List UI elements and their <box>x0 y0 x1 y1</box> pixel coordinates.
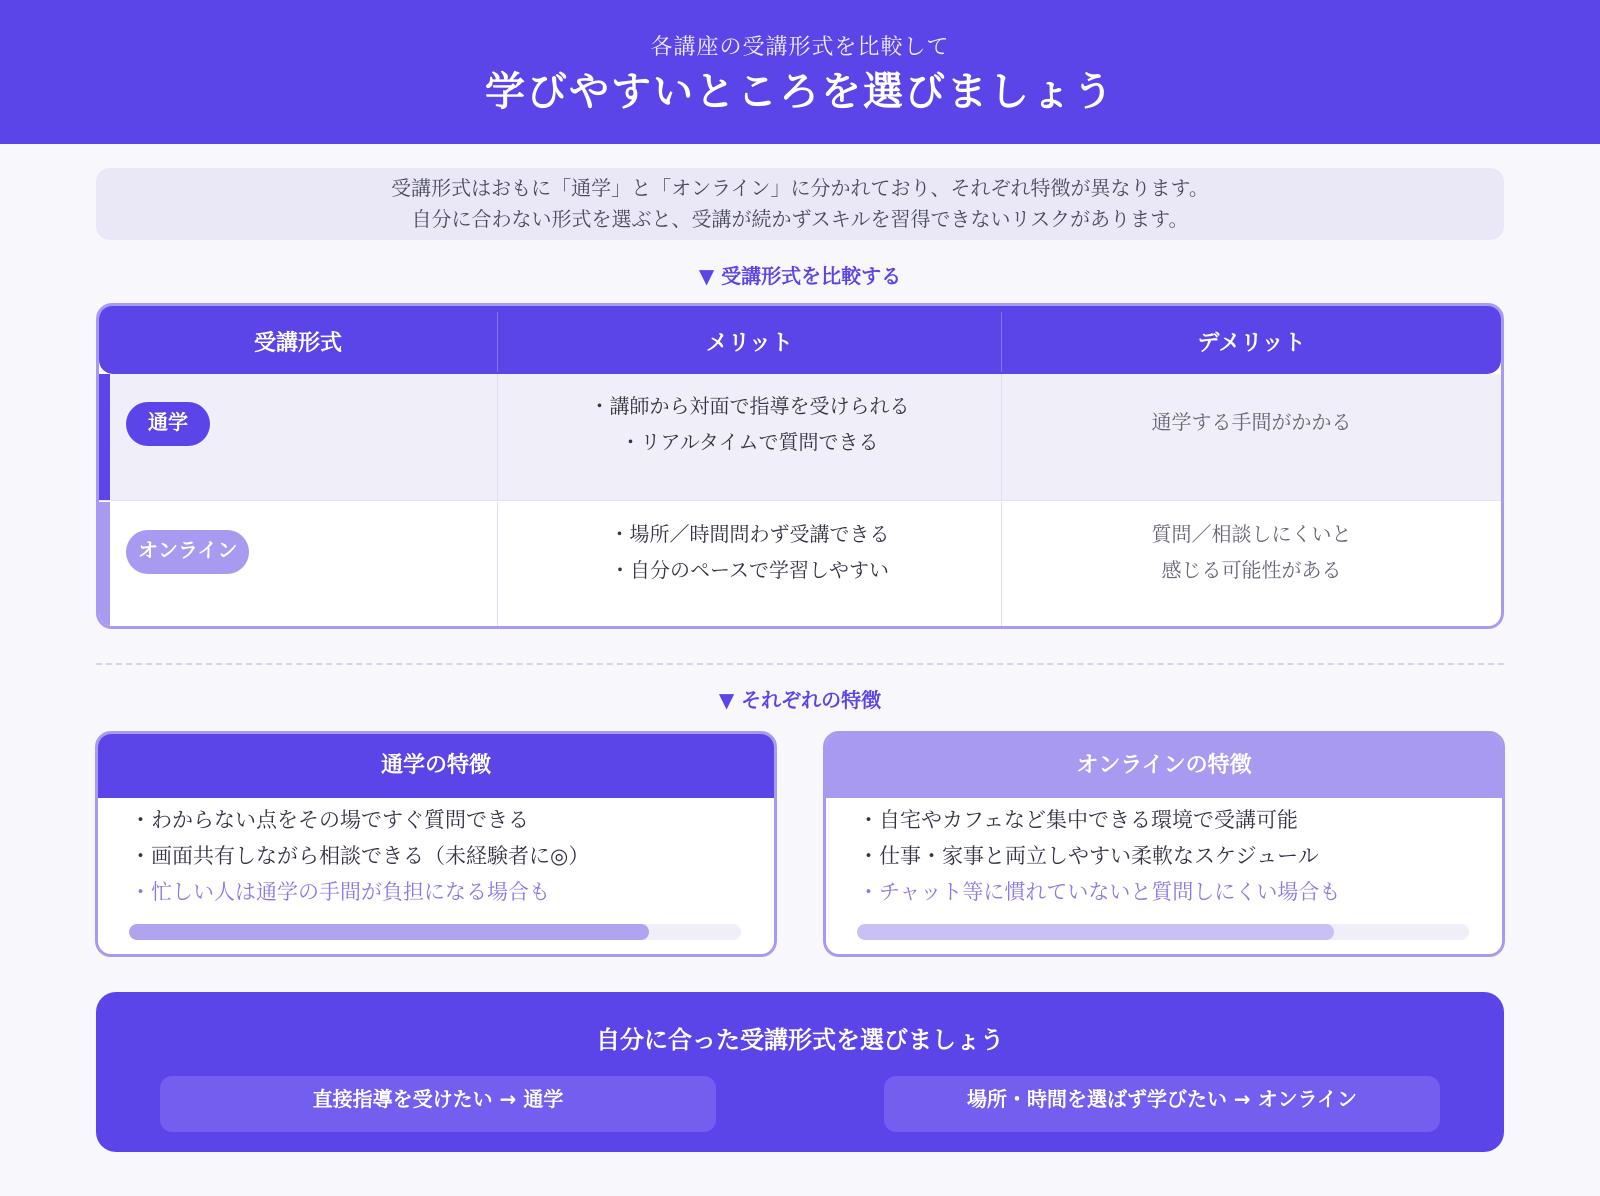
feature-item: ・仕事・家事と両立しやすい柔軟なスケジュール <box>858 844 1319 868</box>
feature-progress-bar <box>857 924 1469 940</box>
merits-cell <box>497 502 1001 629</box>
format-badge-online: オンライン <box>126 530 249 574</box>
compare-section-label: ▼ 受講形式を比較する <box>698 264 902 288</box>
cta-option-commute[interactable]: 直接指導を受けたい → 通学 <box>160 1076 716 1132</box>
merit-item: ・講師から対面で指導を受けられる <box>589 394 910 418</box>
header-merits: メリット <box>497 312 1001 372</box>
cta-panel <box>96 992 1504 1152</box>
merit-item: ・自分のペースで学習しやすい <box>610 558 889 582</box>
format-badge-commute: 通学 <box>126 402 210 446</box>
row-accent-bar <box>99 502 110 629</box>
feature-list <box>826 798 1502 910</box>
feature-item: ・自宅やカフェなど集中できる環境で受講可能 <box>858 808 1298 832</box>
table-row-commute <box>99 374 1501 501</box>
feature-card-title: オンラインの特徴 <box>826 734 1502 798</box>
intro-box <box>96 168 1504 240</box>
merits-cell <box>497 374 1001 500</box>
page-title: 学びやすいところを選びましょう <box>485 69 1115 115</box>
progress-fill <box>857 924 1334 940</box>
feature-card-title: 通学の特徴 <box>98 734 774 798</box>
feature-note: ・忙しい人は通学の手間が負担になる場合も <box>130 880 550 904</box>
table-header <box>99 306 1501 374</box>
feature-note: ・チャット等に慣れていないと質問しにくい場合も <box>858 880 1341 904</box>
page-subtitle: 各講座の受講形式を比較して <box>650 35 950 60</box>
features-section-label: ▼ それぞれの特徴 <box>718 688 882 712</box>
row-accent-bar <box>99 374 110 500</box>
feature-card-online <box>823 731 1505 957</box>
merit-item: ・場所／時間問わず受講できる <box>609 522 890 546</box>
cta-title: 自分に合った受講形式を選びましょう <box>596 1026 1004 1054</box>
cta-option-online[interactable]: 場所・時間を選ばず学びたい → オンライン <box>884 1076 1440 1132</box>
feature-card-commute <box>95 731 777 957</box>
table-row-online <box>99 502 1501 629</box>
section-divider <box>96 663 1504 665</box>
progress-fill <box>129 924 649 940</box>
demerit-item: 感じる可能性がある <box>1161 558 1342 582</box>
feature-item: ・画面共有しながら相談できる（未経験者に◎） <box>130 844 590 868</box>
merit-item: ・リアルタイムで質問できる <box>620 430 879 454</box>
demerit-item: 質問／相談しにくいと <box>1151 522 1352 546</box>
demerit-item: 通学する手間がかかる <box>1151 410 1352 434</box>
feature-item: ・わからない点をその場ですぐ質問できる <box>130 808 529 832</box>
demerits-cell <box>1001 374 1501 500</box>
feature-list <box>98 798 774 910</box>
demerits-cell <box>1001 502 1501 629</box>
page-header <box>0 0 1600 144</box>
header-demerits: デメリット <box>1001 312 1501 372</box>
comparison-table <box>96 303 1504 629</box>
header-format: 受講形式 <box>253 331 342 356</box>
intro-line-2: 自分に合わない形式を選ぶと、受講が続かずスキルを習得できないリスクがあります。 <box>411 207 1189 231</box>
intro-line-1: 受講形式はおもに「通学」と「オンライン」に分かれており、それぞれ特徴が異なります。 <box>391 176 1209 200</box>
feature-progress-bar <box>129 924 741 940</box>
